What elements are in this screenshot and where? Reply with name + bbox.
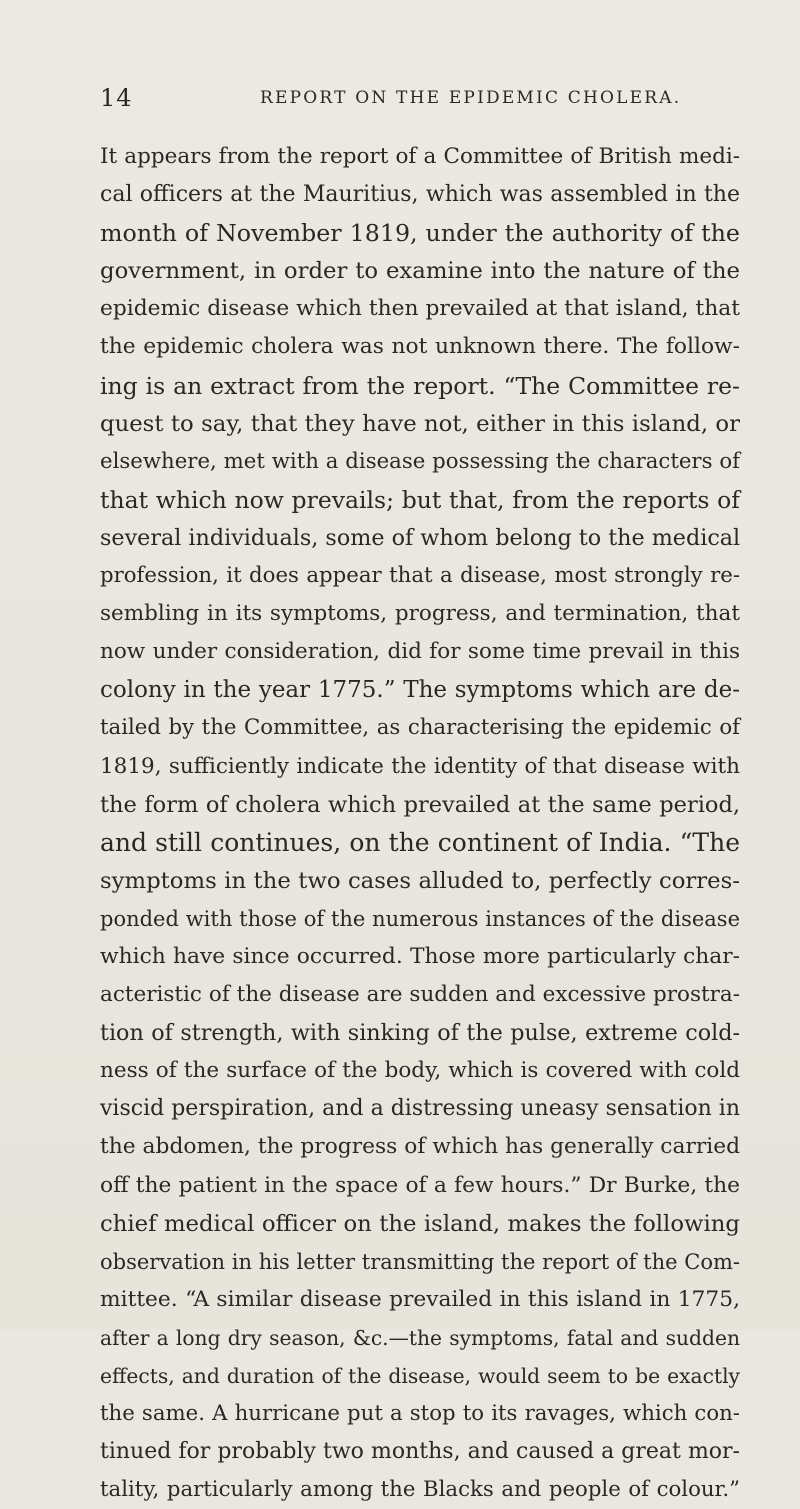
text-line: ponded with those of the numerous instances of the disease [100, 906, 740, 931]
text-line: tality, particularly among the Blacks and people of colour.” [100, 1477, 740, 1503]
text-line: and still continues, on the continent of India. “The [100, 827, 740, 857]
text-line: that which now prevails; but that, from the reports of [100, 485, 740, 514]
text-line: the form of cholera which prevailed at the same period, [100, 791, 740, 818]
text-line: mittee. “A similar disease prevailed in this island in 1775, [100, 1286, 740, 1312]
text-line: cal officers at the Mauritius, which was assembled in the [100, 182, 740, 208]
text-line: tinued for probably two months, and caused a great mor- [100, 1439, 740, 1465]
text-line: symptoms in the two cases alluded to, perfectly corres- [100, 867, 740, 894]
text-line: chief medical officer on the island, makes the following [100, 1210, 740, 1237]
text-line: tion of strength, with sinking of the pulse, extreme cold- [100, 1020, 740, 1047]
text-line: epidemic disease which then prevailed at that island, that [100, 296, 740, 322]
text-line: quest to say, that they have not, either in this island, or [100, 410, 740, 437]
text-line: ing is an extract from the report. “The Committee re- [100, 371, 740, 400]
text-line: tailed by the Committee, as characterising the epidemic of [100, 715, 740, 741]
text-line: which have since occurred. Those more particularly char- [100, 943, 740, 969]
running-title: REPORT ON THE EPIDEMIC CHOLERA. [260, 88, 682, 108]
text-line: the abdomen, the progress of which has generally carried [100, 1134, 740, 1160]
text-line: now under consideration, did for some time prevail in this [100, 639, 740, 665]
page-header [100, 84, 740, 114]
text-line: ness of the surface of the body, which is covered with cold [100, 1058, 740, 1084]
page-number: 14 [100, 84, 133, 112]
text-line: sembling in its symptoms, progress, and termination, that [100, 601, 740, 627]
text-line: the epidemic cholera was not unknown there. The follow- [100, 334, 740, 360]
text-line: off the patient in the space of a few hours.” Dr Burke, the [100, 1172, 740, 1198]
text-line: government, in order to examine into the nature of the [100, 258, 740, 285]
text-line: colony in the year 1775.” The symptoms which are de- [100, 677, 740, 704]
text-line: profession, it does appear that a disease, most strongly re- [100, 563, 740, 589]
text-line: acteristic of the disease are sudden and excessive prostra- [100, 982, 740, 1008]
text-line: viscid perspiration, and a distressing uneasy sensation in [100, 1096, 740, 1122]
text-line: after a long dry season, &c.—the symptoms, fatal and sudden [100, 1325, 740, 1350]
text-line: the same. A hurricane put a stop to its ravages, which con- [100, 1401, 740, 1427]
text-line: 1819, sufficiently indicate the identity of that disease with [100, 753, 740, 779]
text-line: month of November 1819, under the authority of the [100, 219, 740, 248]
text-line: several individuals, some of whom belong to the medical [100, 524, 741, 551]
text-line: It appears from the report of a Committee of British medi- [100, 144, 740, 169]
text-line: observation in his letter transmitting the report of the Com- [100, 1249, 740, 1274]
text-line: effects, and duration of the disease, would seem to be exactly [100, 1364, 740, 1388]
text-line: elsewhere, met with a disease possessing the characters of [100, 448, 740, 474]
body-paragraph [100, 138, 740, 1509]
